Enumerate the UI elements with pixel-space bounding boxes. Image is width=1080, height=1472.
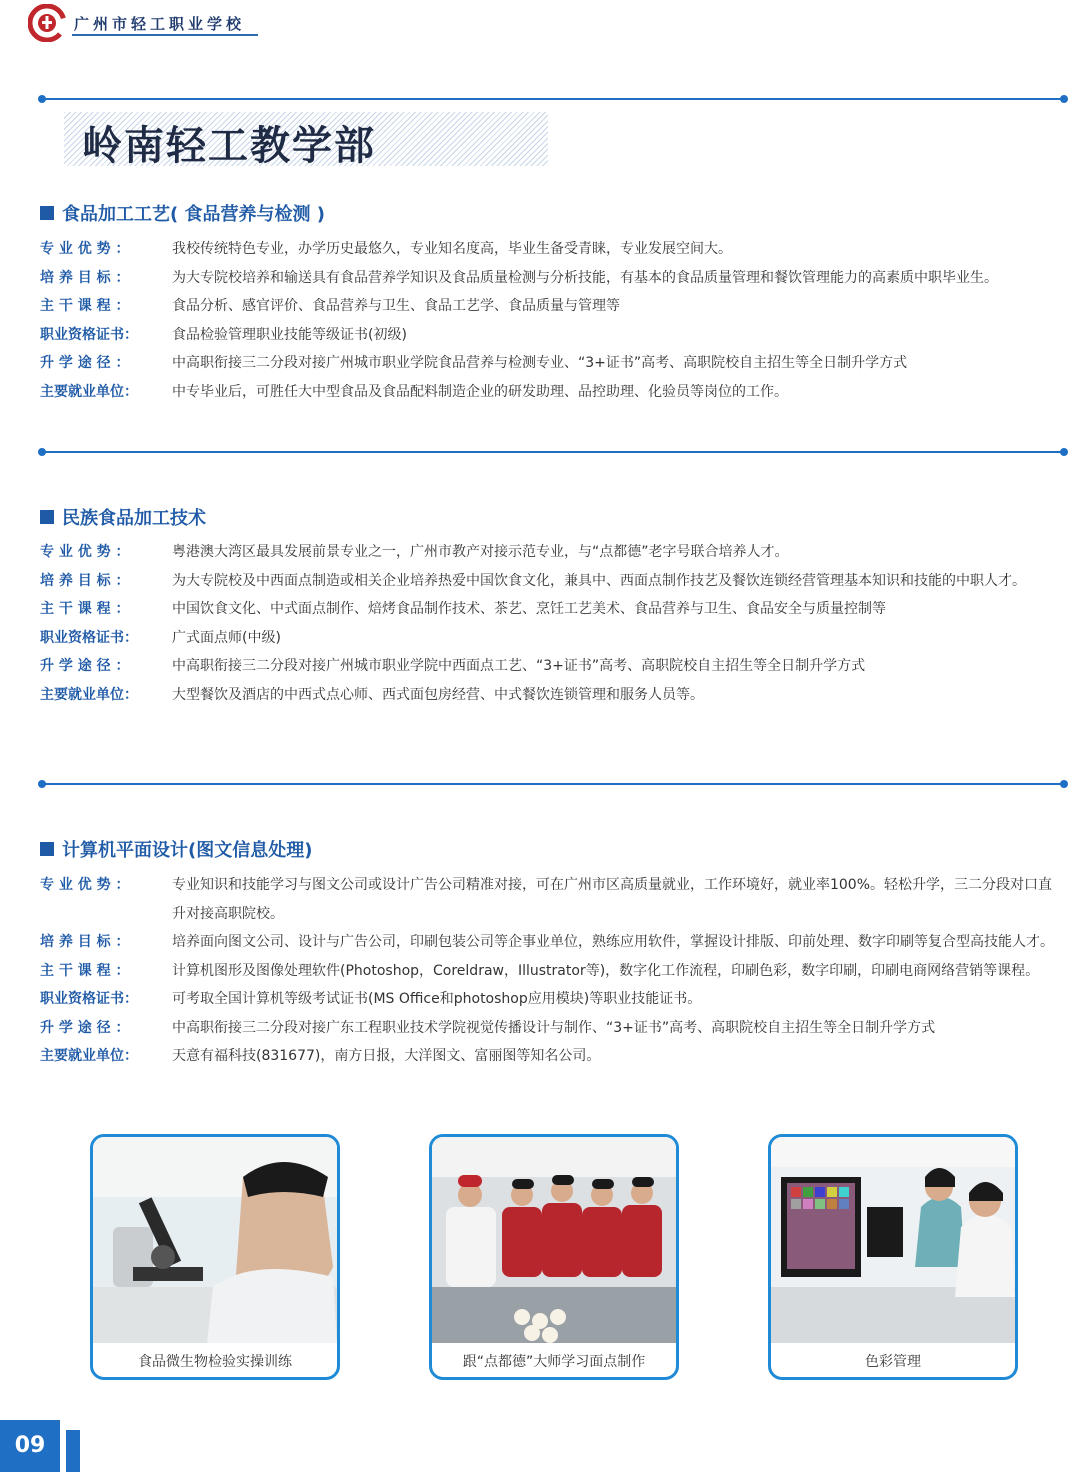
department-title: 岭南轻工教学部 <box>82 122 376 169</box>
page-number: 09 <box>0 1420 60 1472</box>
divider-top <box>38 94 1068 104</box>
photo-card-microbiology <box>90 1134 340 1380</box>
detail-row: 主 干 课 程 ： 中国饮食文化、中式面点制作、焙烤食品制作技术、茶艺、烹饪工艺美术、食品营养与卫生、食品安全与质量控制等 <box>40 601 886 617</box>
header-underline <box>72 34 258 36</box>
photo-card-pastry <box>429 1134 679 1380</box>
page-number-accent-bar <box>66 1430 80 1472</box>
section-food-processing-details <box>40 235 1060 406</box>
detail-row: 主要就业单位： 天意有福科技(831677)，南方日报，大洋图文、富丽图等知名公司。 <box>40 1048 601 1064</box>
section-bullet-icon <box>40 206 54 220</box>
detail-row: 职业资格证书： 广式面点师(中级) <box>40 629 281 646</box>
detail-row: 升 学 途 径 ： 中高职衔接三二分段对接广州城市职业学院中西面点工艺、“3+证书”高考、高职院校自主招生等全日制升学方式 <box>40 658 866 674</box>
divider-1 <box>38 447 1068 457</box>
detail-row: 主要就业单位： 中专毕业后，可胜任大中型食品及食品配料制造企业的研发助理、品控助理、化验员等岗位的工作。 <box>40 383 788 400</box>
photo-caption: 色彩管理 <box>865 1354 921 1370</box>
detail-row: 专 业 优 势 ： 粤港澳大湾区最具发展前景专业之一，广州市教产对接示范专业，与“点都德”老字号联合培养人才。 <box>40 544 789 560</box>
detail-row: 职业资格证书： 食品检验管理职业技能等级证书(初级) <box>40 326 407 343</box>
school-logo-icon <box>28 4 66 42</box>
detail-row: 培 养 目 标 ： 为大专院校及中西面点制造或相关企业培养热爱中国饮食文化，兼具中、西面点制作技艺及餐饮连锁经营管理基本知识和技能的中职人才。 <box>40 572 1026 589</box>
section-title-graphic-design: 计算机平面设计(图文信息处理) <box>40 836 312 862</box>
photo-card-color-management <box>768 1134 1018 1380</box>
detail-row: 升 学 途 径 ： 中高职衔接三二分段对接广州城市职业学院食品营养与检测专业、“3+证书”高考、高职院校自主招生等全日制升学方式 <box>40 355 908 371</box>
section-graphic-design-details <box>40 871 1060 1071</box>
detail-row: 培 养 目 标 ： 培养面向图文公司、设计与广告公司，印刷包装公司等企事业单位，熟练应用软件，掌握设计排版、印前处理、数字印刷等复合型高技能人才。 <box>40 934 1054 950</box>
detail-row: 专 业 优 势 ： 我校传统特色专业，办学历史最悠久，专业知名度高，毕业生备受青睐，专业发展空间大。 <box>40 241 732 257</box>
microscope-lab-photo <box>93 1137 337 1343</box>
detail-row: 职业资格证书： 可考取全国计算机等级考试证书(MS Office和photoshop应用模块)等职业技能证书。 <box>40 991 702 1007</box>
detail-row: 主 干 课 程 ： 食品分析、感官评价、食品营养与卫生、食品工艺学、食品质量与管理等 <box>40 298 620 314</box>
detail-row: 培 养 目 标 ： 为大专院校培养和输送具有食品营养学知识及食品质量检测与分析技能，有基本的食品质量管理和餐饮管理能力的高素质中职毕业生。 <box>40 269 998 286</box>
detail-row: 主要就业单位： 大型餐饮及酒店的中西式点心师、西式面包房经营、中式餐饮连锁管理和服务人员等。 <box>40 686 704 703</box>
section-title-food-processing: 食品加工工艺( 食品营养与检测 ) <box>40 200 325 226</box>
detail-row: 专 业 优 势 ： 专业知识和技能学习与图文公司或设计广告公司精准对接，可在广州市区高质量就业，工作环境好，就业率100%。轻松升学，三二分段对口直升对接高职院校。 <box>40 877 1053 922</box>
photo-caption: 跟“点都德”大师学习面点制作 <box>462 1354 646 1370</box>
color-management-photo <box>771 1137 1015 1343</box>
photo-caption: 食品微生物检验实操训练 <box>138 1354 292 1370</box>
section-title-ethnic-food: 民族食品加工技术 <box>40 504 206 530</box>
detail-row: 主 干 课 程 ： 计算机图形及图像处理软件(Photoshop，Coreldraw，Illustrator等)，数字化工作流程，印刷色彩，数字印刷，印刷电商网络营销等课程。 <box>40 962 1040 979</box>
section-ethnic-food-details <box>40 538 1060 709</box>
pastry-class-photo <box>432 1137 676 1343</box>
school-name: 广州市轻工职业学校 <box>74 14 246 33</box>
detail-row: 升 学 途 径 ： 中高职衔接三二分段对接广东工程职业技术学院视觉传播设计与制作、“3+证书”高考、高职院校自主招生等全日制升学方式 <box>40 1019 936 1036</box>
divider-2 <box>38 779 1068 789</box>
section-bullet-icon <box>40 842 54 856</box>
section-bullet-icon <box>40 510 54 524</box>
